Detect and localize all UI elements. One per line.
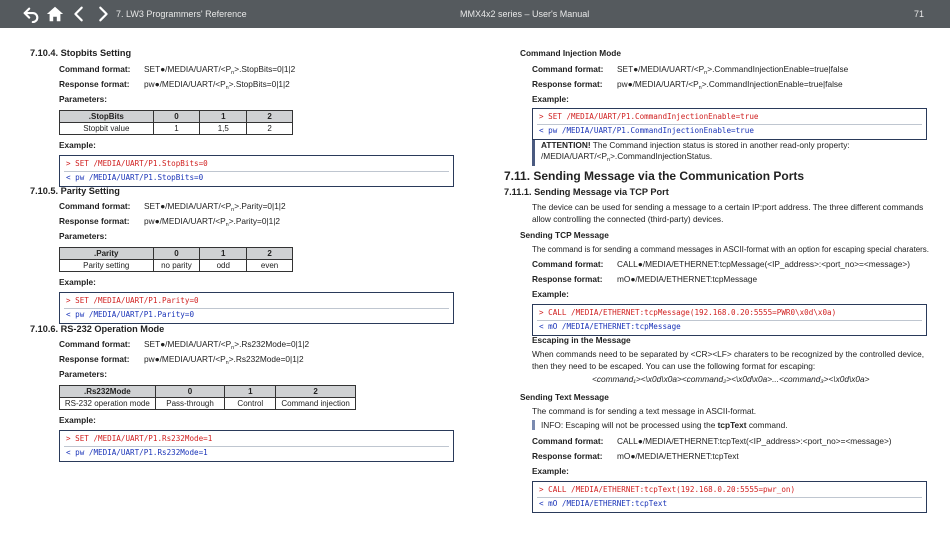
rs232-example-label: Example: [59,415,96,425]
escaping-format: <command₁><\x0d\x0a><command₂><\x0d\x0a>...<command₃><\x0d\x0a> [592,374,870,384]
table-header-cell: 2 [276,386,356,398]
table-cell: even [247,260,293,272]
tcp-port-heading: 7.11.1. Sending Message via TCP Port [504,187,669,197]
code-request-line: > SET /MEDIA/UART/P1.CommandInjectionEnable=true [539,112,759,121]
code-response-line: < pw /MEDIA/UART/P1.Rs232Mode=1 [66,447,208,457]
table-header-cell: 1 [225,386,276,398]
table-header-cell: 1 [200,248,247,260]
tcp-example-label: Example: [532,289,569,299]
table-header-cell: 1 [200,111,247,123]
text-command: CALL●/MEDIA/ETHERNET:tcpText(<IP_address>:<port_no>=<message>) [617,436,892,446]
injection-example-code [532,108,927,140]
injection-example-label: Example: [532,94,569,104]
table-header-cell: 0 [153,248,200,260]
parity-command-label: Command format: [59,201,131,211]
escaping-heading: Escaping in the Message [532,335,631,345]
code-response-line: < pw /MEDIA/UART/P1.CommandInjectionEnable=true [539,125,754,135]
table-cell: 2 [247,123,293,135]
stopbits-command-label: Command format: [59,64,131,74]
code-request-line: > CALL /MEDIA/ETHERNET:tcpMessage(192.168.0.20:5555=PWR0\x0d\x0a) [539,308,837,317]
table-cell: Pass-through [155,398,225,410]
table-cell: RS-232 operation mode [60,398,156,410]
rs232-response: $pw●/MEDIA/UART/<P_n>.Rs232Mode=0|1|2$ [144,354,304,366]
rs232-command: $SET●/MEDIA/UART/<P_n>.Rs232Mode=0|1|2$ [144,339,310,351]
text-command-label: Command format: [532,436,604,446]
code-response-line: < pw /MEDIA/UART/P1.Parity=0 [66,309,195,319]
table-header-cell: .StopBits [60,111,154,123]
tcp-example-code [532,304,927,336]
parity-example-code [59,292,454,324]
comm-ports-heading: 7.11. Sending Message via the Communication Ports [504,169,805,183]
attention-note: ATTENTION! The Command injection status is stored in another read-only property: $/MEDIA/UART/<P_n>.CommandInjectionStatus$. [532,140,927,166]
rs232-heading: 7.10.6. RS-232 Operation Mode [30,324,165,334]
text-message-desc: The command is for sending a text message in ASCII-format. [532,406,757,416]
tcp-response: mO●/MEDIA/ETHERNET:tcpMessage [617,274,758,284]
next-page-icon[interactable] [94,5,112,23]
code-request-line: > SET /MEDIA/UART/P1.Rs232Mode=1 [66,434,213,443]
tcp-message-desc: The command is for sending a command messages in ASCII-format with an option for escaping special charaters. [532,245,929,254]
tcp-response-label: Response format: [532,274,603,284]
parity-response: $pw●/MEDIA/UART/<P_n>.Parity=0|1|2$ [144,216,281,228]
stopbits-heading: 7.10.4. Stopbits Setting [30,48,132,58]
escaping-text: When commands need to be separated by <CR><LF> charaters to be recognized by the controlled device, then they need to be escaped. You can use the following format for escaping: [532,349,925,371]
table-header-cell: 2 [247,248,293,260]
code-response-line: < mO /MEDIA/ETHERNET:tcpText [539,498,668,508]
parity-response-label: Response format: [59,216,130,226]
rs232-example-code [59,430,454,462]
table-cell: 1,5 [200,123,247,135]
table-header-cell: 0 [153,111,200,123]
page-number: 71 [913,9,924,19]
table-cell: odd [200,260,247,272]
stopbits-table [59,110,293,135]
tcp-command: CALL●/MEDIA/ETHERNET:tcpMessage(<IP_address>:<port_no>=<message>) [617,259,911,269]
home-icon[interactable] [46,5,64,23]
text-response-label: Response format: [532,451,603,461]
injection-command: $SET●/MEDIA/UART/<P_n>.CommandInjectionEnable=true|false$ [617,64,849,76]
top-bar [0,0,950,28]
table-header-cell: .Rs232Mode [60,386,156,398]
stopbits-parameters-label: Parameters: [59,94,107,104]
injection-response-label: Response format: [532,79,603,89]
stopbits-response: $pw●/MEDIA/UART/<P_n>.StopBits=0|1|2$ [144,79,290,91]
text-response: mO●/MEDIA/ETHERNET:tcpText [617,451,739,461]
parity-command: $SET●/MEDIA/UART/<P_n>.Parity=0|1|2$ [144,201,286,213]
code-request-line: > SET /MEDIA/UART/P1.StopBits=0 [66,159,208,168]
parity-parameters-label: Parameters: [59,231,107,241]
stopbits-example-label: Example: [59,140,96,150]
rs232-parameters-label: Parameters: [59,369,107,379]
code-request-line: > CALL /MEDIA/ETHERNET:tcpText(192.168.0.20:5555=pwr_on) [539,485,796,494]
text-example-label: Example: [532,466,569,476]
text-message-heading: Sending Text Message [520,392,609,402]
nav-buttons [22,5,112,23]
table-cell: 1 [153,123,200,135]
table-header-cell: .Parity [60,248,154,260]
text-example-code [532,481,927,513]
rs232-table [59,385,356,410]
back-icon[interactable] [22,5,40,23]
parity-heading: 7.10.5. Parity Setting [30,186,120,196]
injection-response: $pw●/MEDIA/UART/<P_n>.CommandInjectionEnable=true|false$ [617,79,843,91]
injection-heading: Command Injection Mode [520,48,621,58]
tcp-message-heading: Sending TCP Message [520,230,609,240]
stopbits-example-code [59,155,454,187]
stopbits-command: $SET●/MEDIA/UART/<P_n>.StopBits=0|1|2$ [144,64,296,76]
tcp-command-label: Command format: [532,259,604,269]
table-cell: Command injection [276,398,356,410]
table-cell: Control [225,398,276,410]
stopbits-response-label: Response format: [59,79,130,89]
table-cell: Stopbit value [60,123,154,135]
injection-command-label: Command format: [532,64,604,74]
rs232-command-label: Command format: [59,339,131,349]
previous-page-icon[interactable] [70,5,88,23]
code-response-line: < pw /MEDIA/UART/P1.StopBits=0 [66,172,204,182]
section-title: 7. LW3 Programmers' Reference [116,9,247,19]
table-header-cell: 2 [247,111,293,123]
info-note: INFO: Escaping will not be processed using the tcpText command. [532,420,788,430]
tcp-intro-text: The device can be used for sending a message to a certain IP:port address. The three different commands allow controlling the connected (third-party) devices. [532,202,924,224]
manual-title: MMX4x2 series – User's Manual [460,9,590,19]
table-header-cell: 0 [155,386,225,398]
code-request-line: > SET /MEDIA/UART/P1.Parity=0 [66,296,199,305]
table-cell: no parity [153,260,200,272]
table-cell: Parity setting [60,260,154,272]
parity-example-label: Example: [59,277,96,287]
parity-table [59,247,293,272]
code-response-line: < mO /MEDIA/ETHERNET:tcpMessage [539,321,681,331]
rs232-response-label: Response format: [59,354,130,364]
